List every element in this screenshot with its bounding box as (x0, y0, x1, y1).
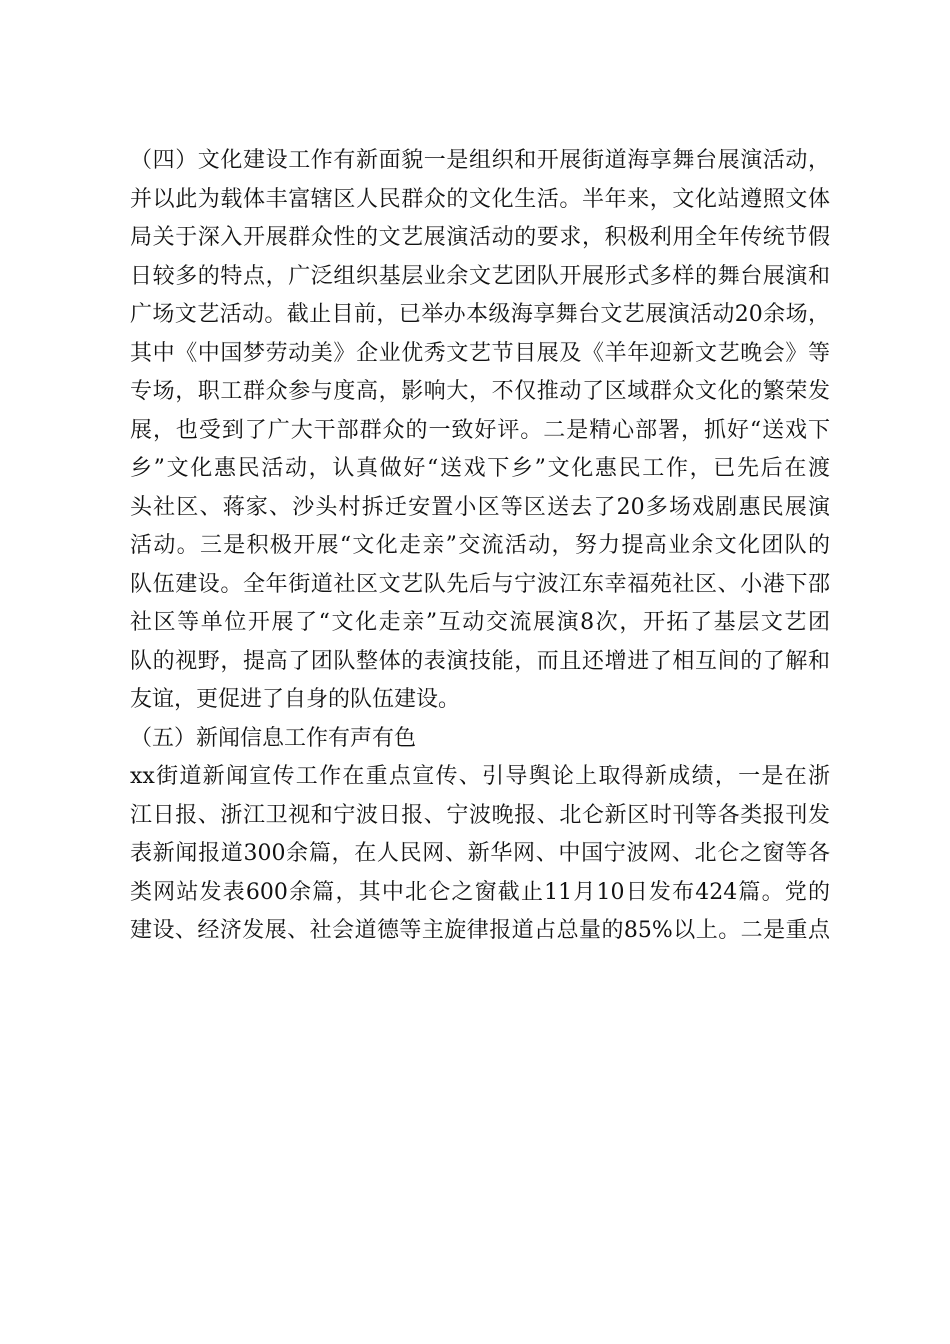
paragraph-line: 专场，职工群众参与度高，影响大，不仅推动了区域群众文化的繁荣发 (130, 379, 830, 404)
paragraph-line: （四）文化建设工作有新面貌一是组织和开展街道海享舞台展演活动， (130, 148, 830, 173)
paragraph-line: xx街道新闻宣传工作在重点宣传、引导舆论上取得新成绩，一是在浙 (130, 764, 830, 789)
paragraph-line: 表新闻报道300余篇，在人民网、新华网、中国宁波网、北仑之窗等各 (130, 841, 830, 866)
paragraph-line: 建设、经济发展、社会道德等主旋律报道占总量的85%以上。二是重点 (130, 918, 830, 943)
paragraph-line: 活动。三是积极开展“文化走亲”交流活动，努力提高业余文化团队的 (130, 533, 830, 558)
paragraph-line: 其中《中国梦劳动美》企业优秀文艺节目展及《羊年迎新文艺晚会》等 (130, 340, 830, 366)
paragraph-line: 展，也受到了广大干部群众的一致好评。二是精心部署，抓好“送戏下 (130, 417, 830, 443)
paragraph-line: 日较多的特点，广泛组织基层业余文艺团队开展形式多样的舞台展演和 (130, 263, 830, 289)
paragraph-line: 类网站发表600余篇，其中北仑之窗截止11月10日发布424篇。党的 (130, 879, 830, 905)
paragraph-line: 队伍建设。全年街道社区文艺队先后与宁波江东幸福苑社区、小港下邵 (130, 571, 830, 597)
paragraph-line: 江日报、浙江卫视和宁波日报、宁波晚报、北仑新区时刊等各类报刊发 (130, 802, 830, 828)
paragraph-line: 友谊，更促进了自身的队伍建设。 (130, 687, 461, 712)
document-body (130, 142, 830, 951)
paragraph-line: 局关于深入开展群众性的文艺展演活动的要求，积极利用全年传统节假 (130, 225, 830, 250)
paragraph-line: 广场文艺活动。截止目前，已举办本级海享舞台文艺展演活动20余场， (130, 302, 830, 327)
paragraph-line: 社区等单位开展了“文化走亲”互动交流展演8次，开拓了基层文艺团 (130, 610, 830, 635)
section-heading: （五）新闻信息工作有声有色 (130, 725, 417, 751)
paragraph-line: 队的视野，提高了团队整体的表演技能，而且还增进了相互间的了解和 (130, 648, 830, 674)
paragraph-line: 头社区、蒋家、沙头村拆迁安置小区等区送去了20多场戏剧惠民展演 (130, 494, 830, 520)
paragraph-line: 并以此为载体丰富辖区人民群众的文化生活。半年来，文化站遵照文体 (130, 186, 830, 212)
paragraph-line: 乡”文化惠民活动，认真做好“送戏下乡”文化惠民工作，已先后在渡 (130, 456, 830, 481)
